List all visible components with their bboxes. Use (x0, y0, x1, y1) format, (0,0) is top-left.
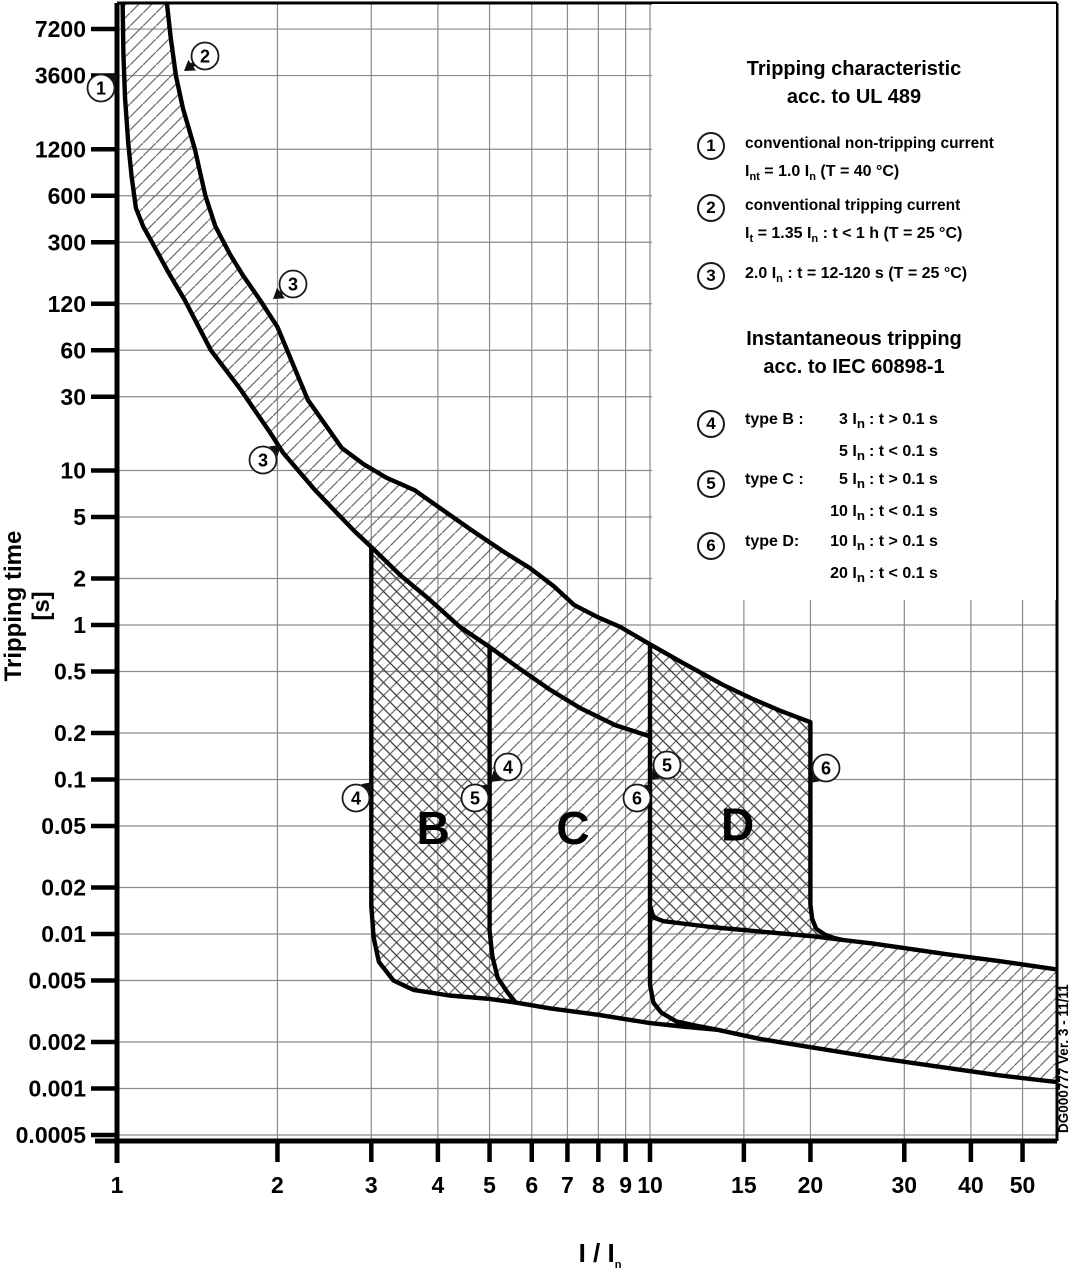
legend-item-4-q1: 3 $I_n$ (839, 411, 865, 432)
legend-item-2-text: conventional tripping current (745, 197, 961, 214)
x-tick-label-2: 2 (271, 1172, 284, 1198)
y-tick-label-0.05: 0.05 (41, 813, 86, 840)
marker-callout-2-1 (184, 43, 219, 72)
y-tick-label-600: 600 (47, 182, 86, 209)
y-tick-label-2: 2 (73, 565, 86, 592)
marker-number: 5 (469, 788, 481, 809)
marker-callout-3-3 (250, 445, 282, 474)
legend-item-5-r2: : t < 0.1 s (869, 503, 938, 521)
marker-number: 5 (661, 755, 673, 776)
marker-number: 1 (95, 78, 107, 99)
document-version-note: DG000777 Ver. 3 - 11/11 (1056, 984, 1071, 1133)
legend-key-circle-6: 6 (697, 532, 725, 560)
marker-number: 6 (631, 788, 643, 809)
region-label-c: C (556, 802, 590, 855)
legend-item-2-formula: $I_t = 1.35$ $I_n$ : t < 1 h (T = 25 °C) (745, 225, 963, 246)
y-axis-title: Tripping time [s] (0, 530, 55, 682)
legend-item-6-type: type D: (745, 533, 800, 550)
y-tick-label-0.1: 0.1 (54, 766, 86, 793)
x-tick-label-5: 5 (483, 1172, 496, 1198)
y-tick-label-1200: 1200 (34, 136, 86, 163)
legend-item-4-type: type B : (745, 411, 804, 428)
marker-number: 3 (257, 450, 269, 471)
x-tick-label-10: 10 (637, 1172, 663, 1198)
y-tick-label-3600: 3600 (34, 62, 86, 89)
x-tick-label-3: 3 (364, 1172, 378, 1198)
x-tick-label-15: 15 (731, 1172, 757, 1198)
legend-title-line1: Tripping characteristic (746, 58, 962, 80)
y-tick-label-0.005: 0.005 (28, 967, 86, 994)
legend-item-6-q1: 10 $I_n$ (830, 533, 865, 554)
x-tick-label-20: 20 (797, 1172, 824, 1198)
legend-subtitle-line1: Instantaneous tripping (746, 328, 962, 350)
x-tick-label-30: 30 (891, 1172, 918, 1198)
y-tick-label-0.0005: 0.0005 (15, 1122, 86, 1149)
legend-item-1-text: conventional non-tripping current (745, 135, 994, 152)
marker-number: 3 (287, 274, 299, 295)
legend-key-circle-4: 4 (697, 410, 725, 438)
marker-callout-1-0 (88, 74, 119, 102)
x-tick-label-1: 1 (110, 1172, 124, 1198)
legend-key-circle-3: 3 (697, 262, 725, 290)
x-tick-label-4: 4 (431, 1172, 445, 1198)
y-tick-label-10: 10 (60, 457, 86, 484)
legend-item-4-r1: : t > 0.1 s (869, 411, 938, 428)
legend-item-6-r1: : t > 0.1 s (869, 533, 938, 550)
legend-item-5-r1: : t > 0.1 s (869, 471, 938, 488)
legend-item-4-q2: 5 $I_n$ (839, 443, 865, 464)
legend-item-5-type: type C : (745, 471, 804, 488)
region-label-b: B (416, 802, 450, 855)
y-tick-label-60: 60 (60, 337, 86, 364)
y-tick-label-0.002: 0.002 (28, 1028, 86, 1055)
legend-item-4-r2: : t < 0.1 s (869, 443, 938, 461)
x-tick-label-9: 9 (619, 1172, 633, 1198)
legend-item-1-formula: $I_{nt} = 1.0$ $I_n$ (T = 40 °C) (745, 163, 900, 184)
marker-callout-6-8 (624, 784, 652, 812)
x-tick-label-6: 6 (525, 1172, 539, 1198)
x-tick-label-7: 7 (561, 1172, 574, 1198)
y-tick-label-0.001: 0.001 (28, 1075, 86, 1102)
x-tick-label-50: 50 (1009, 1172, 1036, 1198)
marker-number: 2 (199, 46, 211, 67)
y-tick-label-120: 120 (47, 290, 86, 317)
x-axis-title: I / $I_n$ (578, 1238, 622, 1272)
legend-item-6-r2: : t < 0.1 s (869, 565, 938, 583)
y-tick-label-0.01: 0.01 (41, 921, 86, 947)
y-tick-label-0.02: 0.02 (41, 874, 86, 901)
legend-item-5-q1: 5 $I_n$ (839, 471, 865, 492)
legend-key-circle-2: 2 (697, 194, 725, 222)
x-tick-label-40: 40 (958, 1172, 984, 1198)
x-tick-label-8: 8 (591, 1172, 605, 1198)
y-tick-label-5: 5 (73, 504, 86, 531)
legend-item-5-q2: 10 $I_n$ (830, 503, 865, 524)
legend-title-line2: acc. to UL 489 (786, 86, 922, 108)
legend-item-6-q2: 20 $I_n$ (830, 565, 865, 586)
y-tick-label-30: 30 (60, 383, 86, 410)
marker-number: 6 (820, 758, 832, 779)
marker-callout-6-9 (810, 755, 840, 784)
legend-panel (652, 4, 1056, 600)
y-tick-label-300: 300 (47, 229, 86, 256)
legend-key-circle-1: 1 (697, 132, 725, 160)
region-label-d: D (720, 798, 755, 851)
legend-subtitle-line2: acc. to IEC 60898-1 (763, 356, 945, 378)
y-tick-label-0.5: 0.5 (54, 658, 86, 685)
marker-number: 4 (502, 757, 514, 778)
y-tick-label-1: 1 (73, 612, 86, 638)
y-tick-label-7200: 7200 (34, 16, 86, 43)
region-type-d-instantaneous (650, 644, 843, 940)
marker-number: 4 (350, 788, 362, 809)
legend-key-circle-5: 5 (697, 470, 725, 498)
y-tick-label-0.2: 0.2 (54, 719, 86, 746)
marker-callout-4-4 (343, 782, 374, 812)
legend-item-3-formula: 2.0 $I_n$ : t = 12-120 s (T = 25 °C) (745, 265, 968, 286)
